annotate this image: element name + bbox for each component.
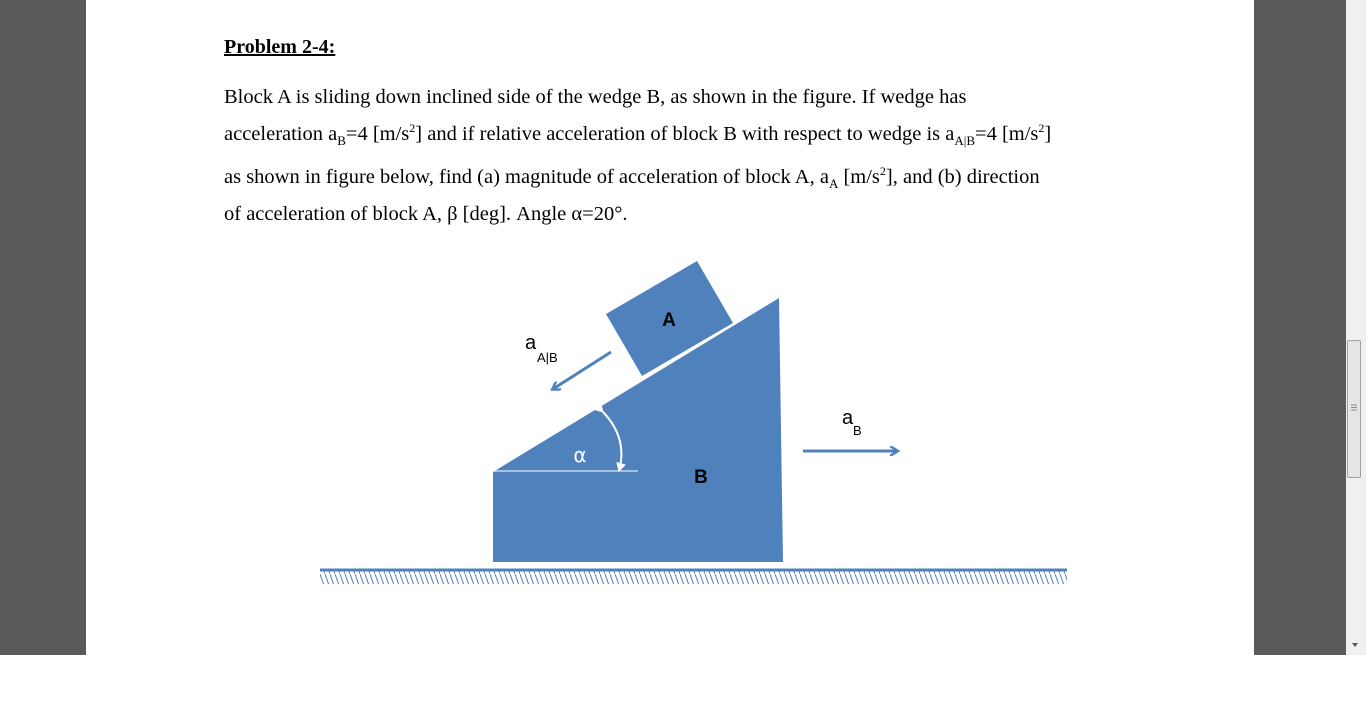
statement-line-2: acceleration $a_B=4$ $[m/s^2]$ and if relative acceleration of block B with respect to wedge is $a_{A|B}=4$ $[m/s^2]$ — [224, 121, 1052, 148]
wedge-b-label: B — [694, 467, 708, 488]
ground-hatch — [320, 571, 1067, 584]
triangle-down-icon — [1352, 643, 1358, 647]
scroll-down-button[interactable] — [1346, 636, 1366, 655]
statement-line-3: as shown in figure below, find (a) magnitude of acceleration of block A, $a_A$ $[m/s^2]$, and (b) direction — [224, 163, 1040, 191]
block-a-label: A — [662, 310, 676, 331]
statement-line-4: of acceleration of block A, β [deg]. Angle α=20°. — [224, 202, 628, 225]
relative-accel-symbol: a — [525, 332, 537, 354]
problem-title: Problem 2-4: — [224, 36, 336, 58]
alpha-label: α — [573, 443, 587, 467]
statement-line-1: Block A is sliding down inclined side of the wedge B, as shown in the figure. If wedge has — [224, 86, 967, 108]
blank-area — [0, 655, 1366, 728]
relative-accel-subscript: A|B — [537, 350, 558, 365]
vertical-scrollbar[interactable] — [1346, 0, 1366, 655]
wedge-accel-symbol: a — [842, 407, 854, 429]
grip-lines-icon — [1351, 404, 1357, 411]
relative-acceleration-arrow — [553, 352, 611, 389]
wedge-accel-subscript: B — [853, 423, 862, 438]
